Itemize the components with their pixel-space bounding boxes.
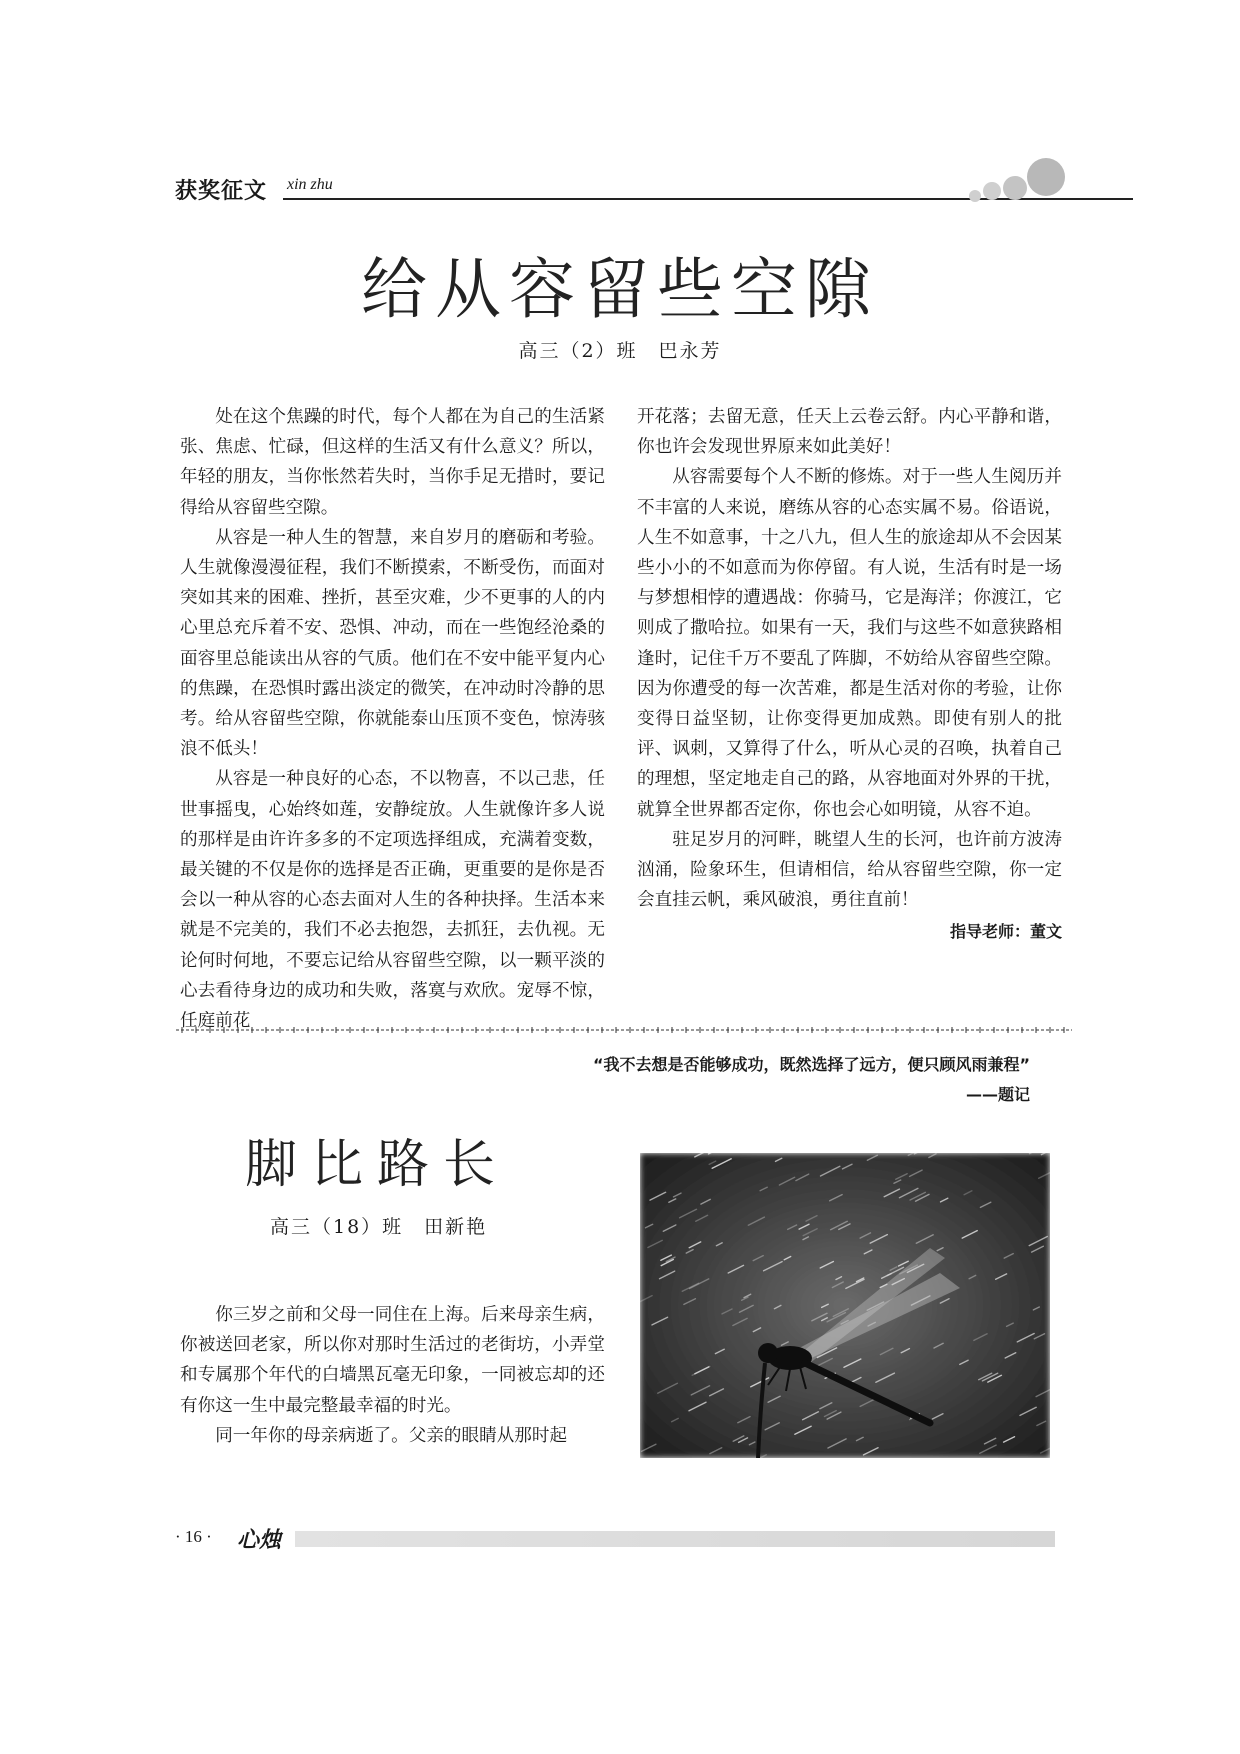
footer-band — [295, 1531, 1055, 1547]
article1-paragraph: 从容需要每个人不断的修炼。对于一些人生阅历并不丰富的人来说，磨练从容的心态实属不易。俗语说，人生不如意事，十之八九，但人生的旅途却从不会因某些小小的不如意而为你停留。有人说，生活有时是一场与梦想相悖的遭遇战：你骑马，它是海洋；你渡江，它则成了撒哈拉。如果有一天，我们与这些不如意狭路相逢时，记住千万不要乱了阵脚，不妨给从容留些空隙。因为你遭受的每一次苦难，都是生活对你的考验，让你变得日益坚韧，让你变得更加成熟。即使有别人的批评、讽刺，又算得了什么，听从心灵的召唤，执着自己的理想，坚定地走自己的路，从容地面对外界的干扰，就算全世界都否定你，你也会心如明镜，从容不迫。 — [637, 467, 1062, 820]
article1-left-column — [180, 402, 605, 1036]
decor-dot-small — [969, 190, 981, 202]
article1-right-column — [637, 402, 1062, 948]
decor-dot-large — [1003, 176, 1027, 200]
section-pinyin: xin zhu — [287, 176, 333, 193]
decor-dot-xlarge — [1027, 158, 1065, 196]
article1-paragraph: 从容是一种人生的智慧，来自岁月的磨砺和考验。人生就像漫漫征程，我们不断摸索，不断受伤，而面对突如其来的困难、挫折，甚至灾难，少不更事的人的内心里总充斥着不安、恐惧、冲动，而在一些饱经沧桑的面容里总能读出从容的气质。他们在不安中能平复内心的焦躁，在恐惧时露出淡定的微笑，在冲动时冷静的思考。给从容留些空隙，你就能泰山压顶不变色，惊涛骇浪不低头！ — [180, 527, 605, 760]
dragonfly-photo — [640, 1153, 1050, 1458]
article1-title: 给从容留些空隙 — [361, 251, 879, 328]
epigraph-quote: “我不去想是否能够成功，既然选择了远方，便只顾风雨兼程” — [592, 1055, 1030, 1074]
article2-paragraph: 同一年你的母亲病逝了。父亲的眼睛从那时起 — [215, 1425, 568, 1446]
magazine-name: 心烛 — [237, 1527, 282, 1553]
article1-paragraph: 驻足岁月的河畔，眺望人生的长河，也许前方波涛汹涌，险象环生，但请相信，给从容留些空隙，你一定会直挂云帆，乘风破浪，勇往直前！ — [637, 829, 1062, 911]
section-title: 获奖征文 — [175, 179, 268, 204]
decor-dot-medium — [983, 182, 1001, 200]
teacher-credit: 指导老师：董文 — [949, 922, 1062, 942]
article1-paragraph-continuation: 开花落；去留无意，任天上云卷云舒。内心平静和谐，你也许会发现世界原来如此美好！ — [637, 407, 1062, 458]
article1-paragraph: 处在这个焦躁的时代，每个人都在为自己的生活紧张、焦虑、忙碌，但这样的生活又有什么意义？所以，年轻的朋友，当你怅然若失时，当你手足无措时，要记得给从容留些空隙。 — [180, 407, 605, 518]
article2-paragraph: 你三岁之前和父母一同住在上海。后来母亲生病，你被送回老家，所以你对那时生活过的老街坊，小弄堂和专属那个年代的白墙黑瓦毫无印象，一同被忘却的还有你这一生中最完整最幸福的时光。 — [180, 1305, 605, 1416]
epigraph — [520, 1050, 1030, 1110]
page-footer — [175, 1523, 1065, 1553]
article2-byline: 高三（18）班 田新艳 — [270, 1216, 488, 1238]
header-rule — [283, 198, 1133, 200]
article2-column — [180, 1300, 605, 1451]
article1-byline: 高三（2）班 巴永芳 — [518, 340, 722, 362]
epigraph-source: ——题记 — [965, 1085, 1030, 1104]
article1-paragraph: 从容是一种良好的心态，不以物喜，不以己悲，任世事摇曳，心始终如莲，安静绽放。人生就像许多人说的那样是由许许多多的不定项选择组成，充满着变数，最关键的不仅是你的选择是否正确，更重要的是你是否会以一种从容的心态去面对人生的各种抉择。生活本来就是不完美的，我们不必去抱怨，去抓狂，去仇视。无论何时何地，不要忘记给从容留些空隙，以一颗平淡的心去看待身边的成功和失败，落寞与欢欣。宠辱不惊，任庭前花 — [180, 769, 605, 1032]
article2-title: 脚比路长 — [245, 1135, 510, 1195]
section-header — [175, 168, 1075, 208]
section-divider — [176, 1025, 1072, 1035]
page-number: · 16 · — [175, 1527, 212, 1546]
